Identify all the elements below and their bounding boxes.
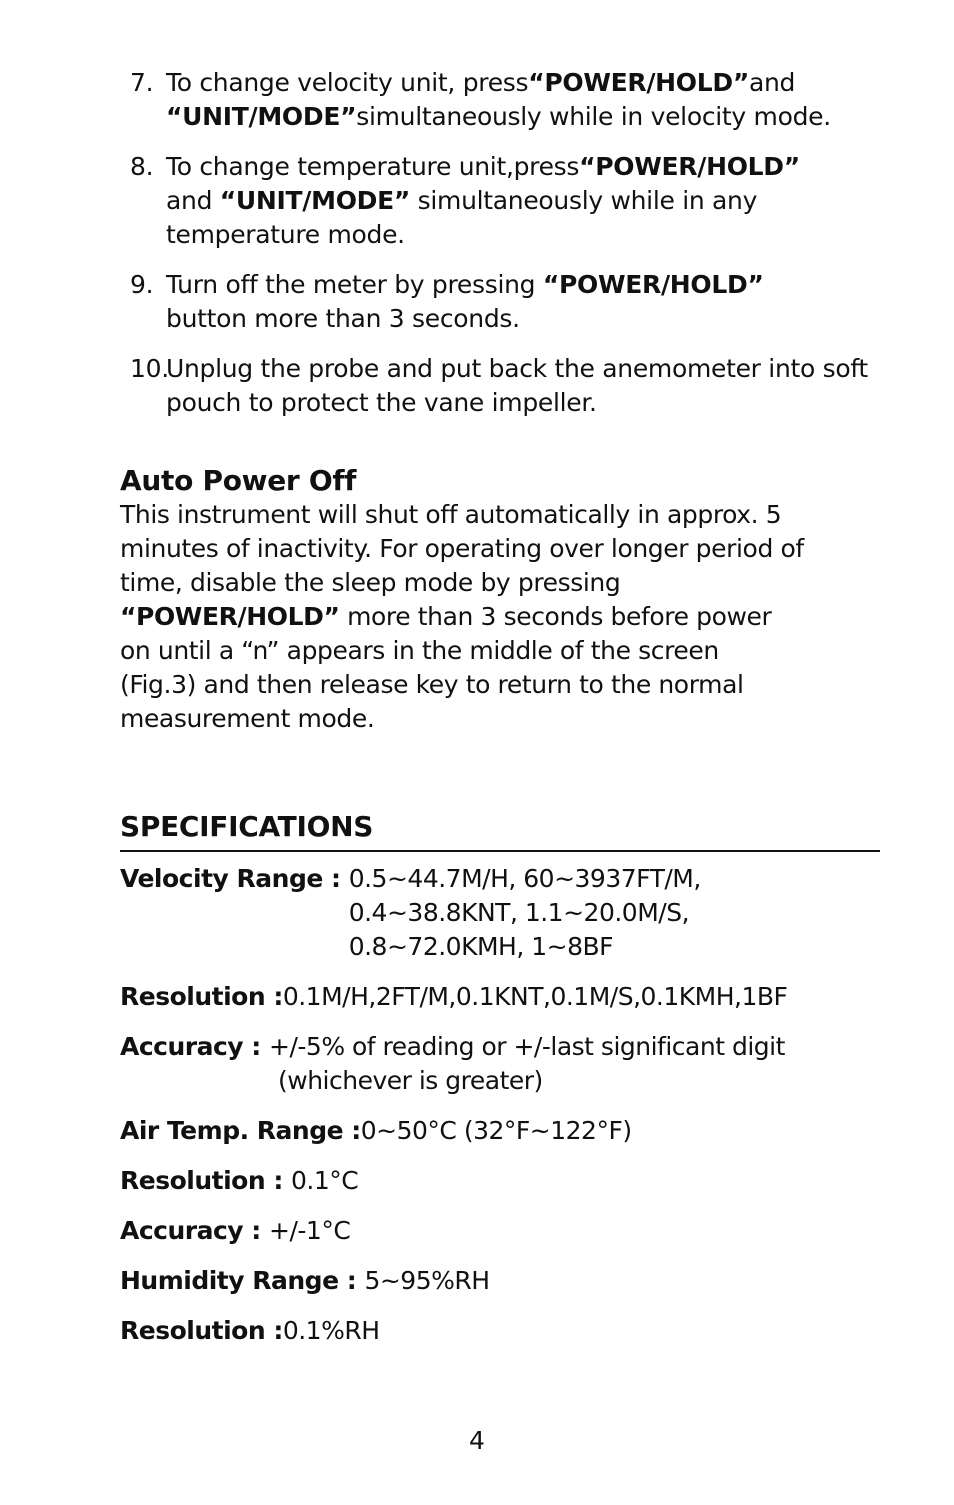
text-line: time, disable the sleep mode by pressing bbox=[120, 568, 621, 597]
spec-humidity-resolution bbox=[120, 1314, 880, 1348]
instruction-steps bbox=[130, 66, 880, 420]
spec-velocity-accuracy bbox=[120, 1030, 880, 1098]
spec-value: 0~50°C (32°F~122°F) bbox=[360, 1116, 632, 1145]
step-text: Unplug the probe and put back the anemometer into soft pouch to protect the vane impeller. bbox=[166, 354, 868, 417]
page-number: 4 bbox=[469, 1426, 485, 1455]
key-unit-mode: “UNIT/MODE” bbox=[166, 102, 357, 131]
spec-label: Resolution : bbox=[120, 982, 283, 1011]
step-text bbox=[166, 66, 880, 134]
step-number: 8. bbox=[130, 152, 154, 181]
step-text-part: and bbox=[166, 186, 220, 215]
spec-value: 0.8~72.0KMH, 1~8BF bbox=[348, 932, 614, 961]
text-line: minutes of inactivity. For operating over longer period of bbox=[120, 534, 804, 563]
spec-temp-resolution bbox=[120, 1164, 880, 1198]
step-number: 9. bbox=[130, 270, 154, 299]
key-power-hold: “POWER/HOLD” bbox=[542, 270, 764, 299]
spec-value: 0.1%RH bbox=[282, 1316, 380, 1345]
text-line: (Fig.3) and then release key to return to the normal bbox=[120, 670, 744, 699]
step-text-part: To change velocity unit, press bbox=[166, 68, 529, 97]
spec-label: Resolution : bbox=[120, 1166, 292, 1195]
spec-value: 0.5~44.7M/H, 60~3937FT/M, bbox=[348, 864, 701, 893]
step-text bbox=[166, 150, 880, 252]
spec-label: Accuracy : bbox=[120, 1032, 270, 1061]
step-text-part: button more than 3 seconds. bbox=[166, 304, 520, 333]
key-power-hold: “POWER/HOLD” bbox=[579, 152, 800, 181]
step-10 bbox=[130, 352, 880, 420]
step-7 bbox=[130, 66, 880, 134]
spec-velocity-range bbox=[120, 862, 880, 964]
spec-velocity-resolution bbox=[120, 980, 880, 1014]
spec-label: Velocity Range : bbox=[120, 864, 349, 893]
step-number: 7. bbox=[130, 68, 154, 97]
spec-value: 0.1°C bbox=[291, 1166, 359, 1195]
spec-air-temp-range bbox=[120, 1114, 880, 1148]
spec-humidity-range bbox=[120, 1264, 880, 1298]
step-8 bbox=[130, 150, 880, 252]
spec-label: Accuracy : bbox=[120, 1216, 270, 1245]
text-line: on until a “n” appears in the middle of the screen bbox=[120, 636, 719, 665]
spec-value: 0.1M/H,2FT/M,0.1KNT,0.1M/S,0.1KMH,1BF bbox=[282, 982, 788, 1011]
spec-label: Humidity Range : bbox=[120, 1266, 365, 1295]
spec-value: +/-5% of reading or +/-last significant digit bbox=[269, 1032, 785, 1061]
spec-value: 0.4~38.8KNT, 1.1~20.0M/S, bbox=[348, 898, 690, 927]
step-text-part: and bbox=[748, 68, 796, 97]
step-number: 10. bbox=[130, 354, 169, 383]
text-line: more than 3 seconds before power bbox=[339, 602, 772, 631]
spec-label: Air Temp. Range : bbox=[120, 1116, 361, 1145]
spec-values bbox=[349, 862, 701, 964]
step-text bbox=[166, 268, 880, 336]
text-line: measurement mode. bbox=[120, 704, 375, 733]
key-power-hold: “POWER/HOLD” bbox=[528, 68, 749, 97]
step-text-part: simultaneously while in any temperature mode. bbox=[166, 186, 758, 249]
step-text-part: To change temperature unit,press bbox=[166, 152, 580, 181]
step-text-part: simultaneously while in velocity mode. bbox=[356, 102, 831, 131]
spec-value: +/-1°C bbox=[269, 1216, 351, 1245]
spec-label: Resolution : bbox=[120, 1316, 283, 1345]
specifications-heading: SPECIFICATIONS bbox=[120, 810, 880, 852]
key-power-hold: “POWER/HOLD” bbox=[120, 602, 340, 631]
auto-power-off-heading: Auto Power Off bbox=[120, 464, 357, 497]
manual-page bbox=[120, 66, 880, 1348]
text-line: This instrument will shut off automatically in approx. 5 bbox=[120, 500, 782, 529]
step-text-part: Turn off the meter by pressing bbox=[166, 270, 543, 299]
spec-temp-accuracy bbox=[120, 1214, 880, 1248]
spec-value-continued: (whichever is greater) bbox=[278, 1066, 543, 1095]
step-9 bbox=[130, 268, 880, 336]
auto-power-off-text bbox=[120, 498, 880, 736]
key-unit-mode: “UNIT/MODE” bbox=[219, 186, 411, 215]
spec-value: 5~95%RH bbox=[364, 1266, 490, 1295]
